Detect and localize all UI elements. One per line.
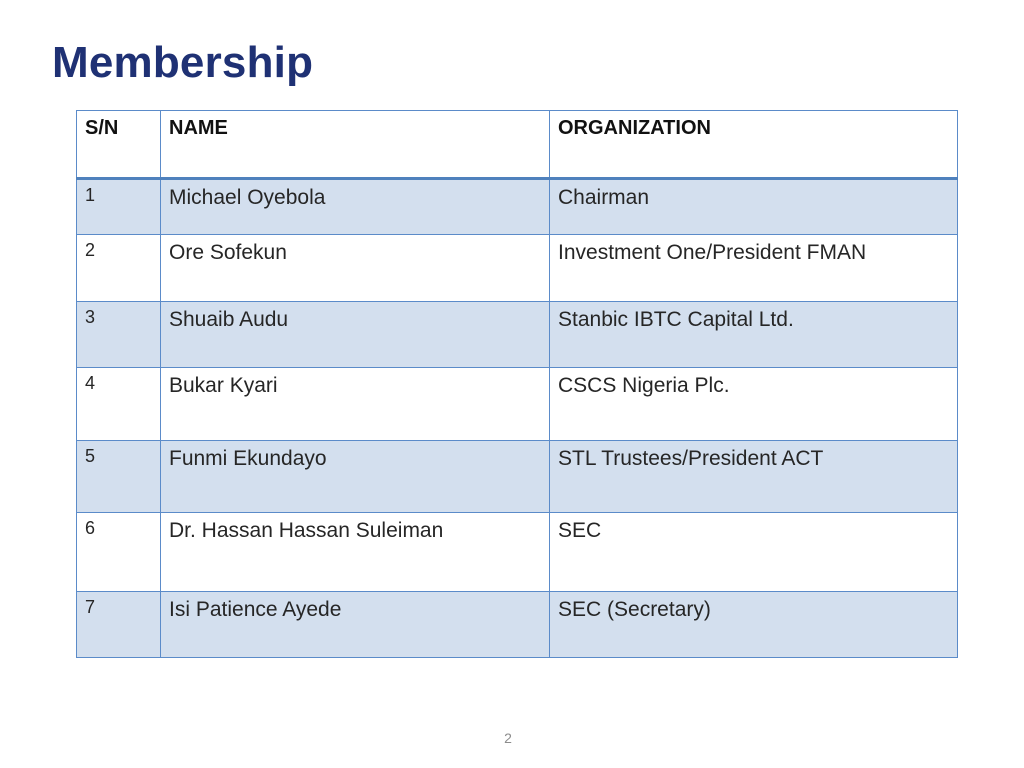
page-number: 2 [504,730,512,746]
cell-sn: 6 [77,513,161,592]
cell-name: Bukar Kyari [161,368,550,441]
cell-name: Isi Patience Ayede [161,592,550,658]
table-row [77,302,958,368]
cell-name: Funmi Ekundayo [161,441,550,513]
cell-sn: 2 [77,235,161,302]
cell-name: Ore Sofekun [161,235,550,302]
header-name: NAME [161,111,550,179]
cell-organization: Chairman [550,179,958,235]
cell-sn: 3 [77,302,161,368]
table-row [77,441,958,513]
cell-organization: CSCS Nigeria Plc. [550,368,958,441]
membership-table [76,110,958,658]
cell-sn: 1 [77,179,161,235]
cell-organization: SEC [550,513,958,592]
cell-sn: 7 [77,592,161,658]
cell-sn: 5 [77,441,161,513]
cell-name: Shuaib Audu [161,302,550,368]
table-row [77,179,958,235]
table-row [77,235,958,302]
header-sn: S/N [77,111,161,179]
cell-sn: 4 [77,368,161,441]
cell-organization: Investment One/President FMAN [550,235,958,302]
cell-organization: Stanbic IBTC Capital Ltd. [550,302,958,368]
cell-organization: STL Trustees/President ACT [550,441,958,513]
table-row [77,368,958,441]
cell-name: Michael Oyebola [161,179,550,235]
header-organization: ORGANIZATION [550,111,958,179]
page-title: Membership [52,38,314,87]
cell-name: Dr. Hassan Hassan Suleiman [161,513,550,592]
table-row [77,592,958,658]
table-header-row [77,111,958,179]
cell-organization: SEC (Secretary) [550,592,958,658]
table-row [77,513,958,592]
